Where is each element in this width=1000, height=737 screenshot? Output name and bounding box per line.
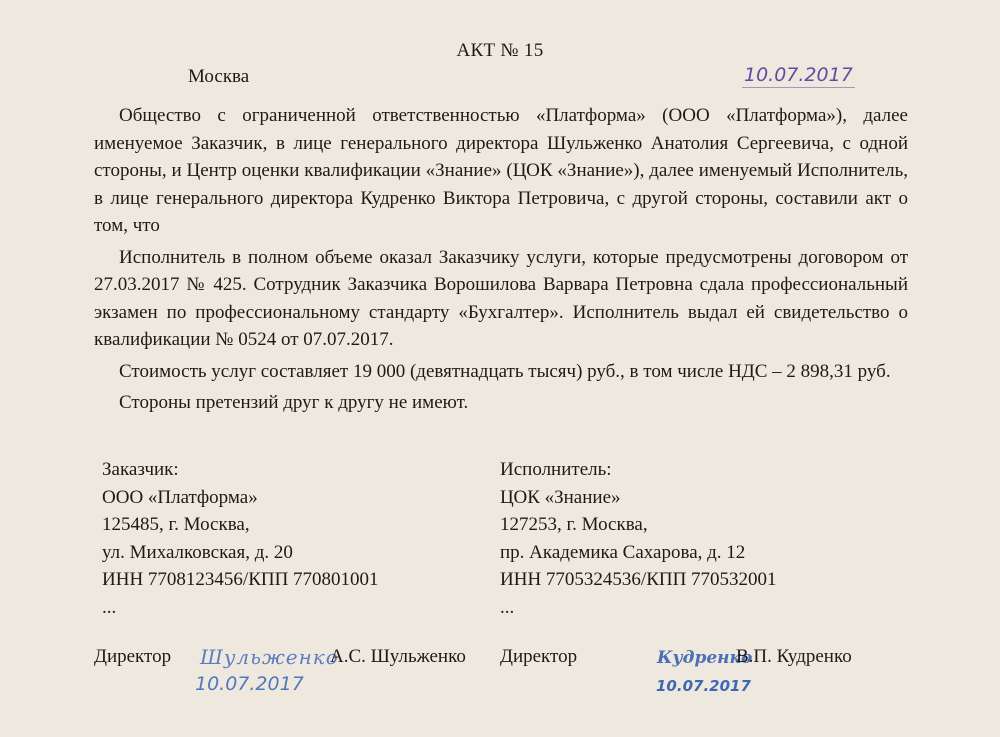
contractor-tax-ids: ИНН 7705324536/КПП 770532001 — [500, 569, 777, 590]
customer-details — [102, 456, 379, 621]
contractor-details — [500, 456, 777, 621]
contractor-postal: 127253, г. Москва, — [500, 514, 648, 535]
handwritten-document-date: 10.07.2017 — [744, 64, 853, 86]
contractor-signature-role: Директор — [500, 646, 578, 667]
customer-postal: 125485, г. Москва, — [102, 514, 250, 535]
paragraph-parties: Общество с ограниченной ответственностью «Платформа» (ООО «Платформа»), далее именуемое Заказчик, в лице генерального директора Шульженко Анатолия Сергеевича, с одной стороны, и Центр оценки квалификации «Знание» (ЦОК «Знание»), далее именуемый Исполнитель, в лице генерального директора Кудренко Виктора Петровича, с другой стороны, составили акт о том, что — [94, 105, 908, 236]
customer-signature-role: Директор — [94, 646, 172, 667]
paragraph-services: Исполнитель в полном объеме оказал Заказчику услуги, которые предусмотрены договором от 27.03.2017 № 425. Сотрудник Заказчика Ворошилова Варвара Петровна сдала профессиональный экзамен по профессиональному стандарту «Бухгалтер». Исполнитель выдал ей свидетельство о квалификации № 0524 от 07.07.2017. — [94, 246, 908, 350]
contractor-signature: Кудренко — [657, 648, 753, 668]
customer-heading: Заказчик: — [102, 459, 179, 480]
contractor-more: ... — [500, 596, 515, 618]
document-title: АКТ № 15 — [456, 40, 544, 61]
customer-signature: Шульженко — [200, 645, 339, 669]
customer-more: ... — [102, 596, 117, 618]
document-city: Москва — [188, 66, 250, 87]
contractor-heading: Исполнитель: — [500, 459, 612, 480]
contractor-name: ЦОК «Знание» — [500, 486, 621, 508]
paragraph-claims: Стороны претензий друг к другу не имеют. — [119, 392, 469, 413]
customer-tax-ids: ИНН 7708123456/КПП 770801001 — [102, 569, 379, 590]
contractor-signatory-name: В.П. Кудренко — [736, 646, 852, 667]
customer-signatory-name: А.С. Шульженко — [330, 646, 466, 667]
customer-signature-date: 10.07.2017 — [195, 673, 304, 695]
paragraph-cost: Стоимость услуг составляет 19 000 (девятнадцать тысяч) руб., в том числе НДС – 2 898,31 руб. — [119, 360, 891, 382]
contractor-signature-date: 10.07.2017 — [656, 677, 751, 695]
document-body — [94, 102, 908, 421]
contractor-street: пр. Академика Сахарова, д. 12 — [500, 541, 746, 563]
customer-street: ул. Михалковская, д. 20 — [102, 541, 293, 563]
customer-name: ООО «Платформа» — [102, 486, 258, 508]
